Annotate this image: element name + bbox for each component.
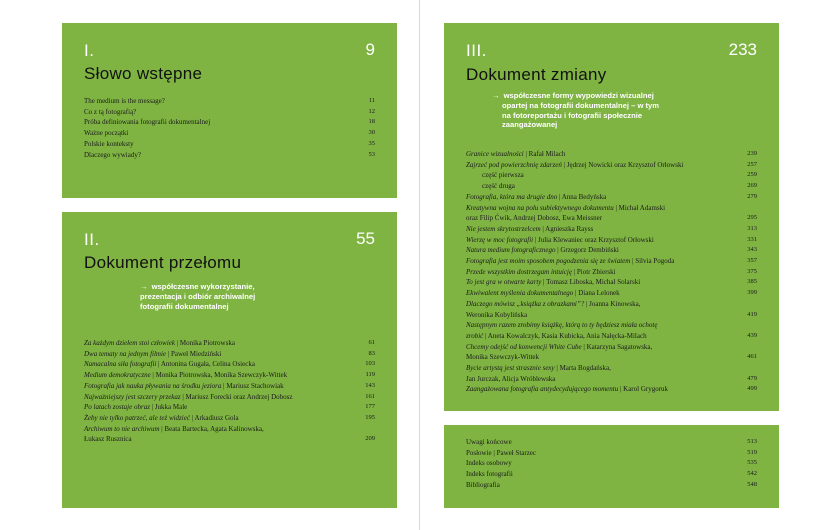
toc-entry-title: Fotografia jest moim sposobem pogodzenia się ze światem (466, 257, 631, 266)
toc-entry-page: 269 (747, 182, 757, 190)
toc-entry[interactable] (466, 374, 757, 385)
toc-entry-separator: | (557, 192, 562, 201)
toc-entry[interactable] (84, 424, 375, 435)
toc-entry[interactable] (466, 235, 757, 246)
toc-entry-text: The medium is the message? (84, 97, 165, 105)
toc-entry-page: 385 (747, 278, 757, 286)
toc-entry-page: 375 (747, 267, 757, 275)
toc-entry[interactable] (466, 458, 757, 469)
section-1-title: Słowo wstępne (84, 64, 203, 83)
toc-entry-page: 399 (747, 289, 757, 297)
toc-entry[interactable] (84, 381, 375, 392)
toc-entry-title: Po latach zostaje obraz (84, 403, 150, 412)
toc-entry[interactable] (466, 267, 757, 278)
toc-entry-title: Natura medium fotograficznego (466, 246, 556, 255)
toc-entry-separator: | (189, 413, 195, 422)
toc-entry-authors: Diana Lelonek (578, 289, 620, 298)
toc-entry-page: 419 (747, 310, 757, 318)
section-3-title: Dokument zmiany (466, 65, 607, 84)
toc-entry-page: 61 (368, 339, 375, 346)
toc-entry-text: Co z tą fotografią? (84, 107, 137, 116)
toc-entry-page: 343 (747, 246, 757, 254)
toc-entry-page: 513 (747, 438, 757, 445)
subtitle-line: zaangażowanej (502, 120, 558, 130)
toc-entry-title: Zaangażowana fotografia antydecydującego momentu (466, 385, 619, 394)
toc-entry-page: 257 (747, 160, 757, 168)
section-2-page: 55 (356, 229, 375, 248)
toc-entry[interactable] (84, 402, 375, 413)
toc-entry-separator: | (159, 424, 165, 433)
toc-entry-page: 30 (368, 129, 375, 137)
toc-entry-authors: Beata Bartecka, Agata Kalinowska, (164, 424, 264, 433)
toc-entry-page: 18 (368, 118, 375, 126)
toc-entry[interactable] (84, 392, 375, 403)
toc-entry-authors: Monika Piotrowska (179, 339, 235, 347)
toc-entry-title: Żeby nie tylko patrzeć, ale też widzieć (84, 413, 190, 422)
toc-entry[interactable] (84, 370, 375, 381)
subtitle-line: opartej na fotografii dokumentalnej – w tym (502, 100, 659, 110)
toc-entry-page: 161 (365, 392, 375, 400)
section-3-panel (444, 23, 779, 411)
toc-entry-authors: Arkadiusz Gola (194, 413, 239, 422)
back-matter-toc (466, 437, 757, 491)
toc-entry-page: 11 (368, 97, 375, 104)
toc-entry-authors: Joanna Kinowska, (589, 299, 641, 308)
toc-entry-text: Indeks osobowy (466, 459, 512, 468)
toc-entry-authors: Mariusz Forecki oraz Andrzej Dobosz (185, 392, 293, 401)
toc-entry-page: 331 (747, 235, 757, 243)
toc-entry-authors: Aneta Kowalczyk, Kasia Kubicka, Ania Nałęcka-Milach (487, 331, 647, 340)
toc-entry-separator: | (561, 160, 567, 169)
toc-entry-title: Namacalna siła fotografii (84, 360, 157, 369)
toc-entry-title: Wierzę w moc fotografii (466, 235, 534, 244)
toc-entry-page: 209 (365, 435, 375, 443)
toc-entry[interactable] (466, 288, 757, 299)
toc-entry-separator: | (180, 392, 186, 401)
section-2-roman: II. (84, 230, 100, 249)
toc-entry[interactable] (466, 384, 757, 395)
toc-entry[interactable] (466, 181, 757, 192)
toc-entry-page: 313 (747, 224, 757, 232)
toc-entry-title: Przede wszystkim dostrzegam intuicję (466, 267, 572, 276)
section-1-panel (62, 23, 397, 198)
toc-entry-title: Dlaczego mówisz „książka z obrazkami”? (466, 299, 585, 308)
toc-entry-separator: | (584, 299, 590, 308)
toc-entry[interactable] (466, 363, 757, 374)
toc-entry-separator: | (630, 257, 636, 266)
toc-entry[interactable] (466, 352, 757, 363)
toc-entry[interactable] (84, 107, 375, 118)
toc-entry-separator: | (573, 289, 579, 298)
toc-entry-separator: | (166, 349, 171, 358)
toc-entry-separator: | (533, 235, 538, 244)
toc-entry-separator: | (554, 364, 560, 373)
subtitle-line (492, 91, 659, 101)
toc-entry[interactable] (466, 170, 757, 181)
toc-entry-separator: | (523, 150, 529, 158)
toc-entry[interactable] (466, 299, 757, 310)
toc-entry-page: 195 (365, 413, 375, 421)
section-1-page: 9 (365, 40, 375, 59)
toc-entry-authors: Monika Szewczyk-Wittek (466, 353, 540, 362)
toc-entry-separator: | (221, 381, 227, 390)
toc-entry[interactable] (466, 149, 757, 160)
section-2-subtitle (140, 282, 255, 311)
toc-entry-page: 35 (368, 139, 375, 147)
toc-entry-authors: Katarzyna Sagatowska, (586, 342, 653, 351)
toc-entry-title: Za każdym dziełem stoi człowiek (84, 339, 175, 347)
toc-entry-authors: Silvia Pogoda (635, 257, 675, 266)
toc-entry-authors: Anna Bedyńska (561, 192, 607, 201)
back-matter-panel (444, 425, 779, 508)
toc-entry[interactable] (466, 469, 757, 480)
toc-entry-authors: Marta Bogdańska, (559, 364, 611, 373)
toc-entry[interactable] (466, 342, 757, 353)
toc-entry-title: To jest gra w otwarte karty (466, 278, 542, 287)
toc-entry[interactable] (84, 96, 375, 107)
toc-entry-authors: Jędrzej Nowicki oraz Krzysztof Orłowski (566, 160, 684, 169)
toc-entry-authors: Grzegorz Dembiński (560, 246, 619, 255)
toc-entry-text: Uwagi końcowe (466, 438, 512, 446)
toc-entry-page: 295 (747, 214, 757, 222)
toc-entry-title: Ekwiwalent myślenia dokumentalnego (466, 289, 574, 298)
toc-entry[interactable] (466, 224, 757, 235)
toc-entry-page: 439 (747, 331, 757, 339)
toc-entry-separator: | (175, 339, 180, 347)
toc-entry-page: 461 (747, 353, 757, 361)
toc-entry-authors: Monika Piotrowska, Monika Szewczyk-Wittek (155, 371, 288, 380)
section-3-roman: III. (466, 41, 487, 60)
toc-entry-page: 239 (747, 150, 757, 157)
toc-entry-title: Nie jestem skrytostrzelcem (466, 224, 541, 233)
toc-entry-title: Fotografia, która ma drugie dno (466, 192, 558, 201)
toc-entry-page: 279 (747, 192, 757, 200)
toc-entry-authors: Jukka Male (154, 403, 188, 412)
toc-entry[interactable] (466, 448, 757, 459)
toc-entry-authors: część pierwsza (482, 171, 524, 180)
toc-entry[interactable] (84, 359, 375, 370)
subtitle-text: współczesne formy wypowiedzi wizualnej (503, 91, 654, 100)
toc-entry[interactable] (84, 338, 375, 349)
toc-entry[interactable] (466, 310, 757, 321)
toc-entry-authors: Michał Adamski (618, 203, 666, 212)
subtitle-line: prezentacja i odbiór archiwalnej (140, 291, 256, 301)
toc-entry-page: 259 (747, 171, 757, 179)
toc-entry-page: 12 (368, 107, 375, 115)
toc-entry-authors: Rafał Milach (528, 150, 566, 158)
toc-entry-separator: | (483, 331, 488, 340)
arrow-right-icon: → (140, 282, 148, 291)
section-3-toc (466, 149, 757, 395)
toc-entry[interactable] (84, 150, 375, 161)
toc-entry-page: 542 (747, 470, 757, 478)
toc-entry-title: Medium demokratyczne (84, 371, 151, 380)
toc-entry[interactable] (466, 277, 757, 288)
toc-entry-separator: | (613, 203, 619, 212)
toc-entry-page: 177 (365, 403, 375, 411)
toc-entry[interactable] (466, 192, 757, 203)
toc-entry-title: Archiwum to nie archiwum (84, 424, 160, 433)
toc-entry-title: Następnym razem zrobimy książkę, którą to ty będziesz miała ochotę (466, 321, 658, 330)
toc-entry-authors: Agnieszka Rayss (545, 224, 594, 233)
toc-entry-title: Chcemy odejść od konwencji White Cube (466, 342, 582, 351)
toc-entry[interactable] (466, 320, 757, 331)
toc-entry-authors: Tomasz Liboska, Michał Solarski (546, 278, 641, 287)
arrow-right-icon: → (492, 91, 500, 100)
toc-entry[interactable] (466, 480, 757, 491)
toc-entry-page: 83 (368, 349, 375, 357)
toc-entry-authors: część druga (482, 182, 515, 191)
toc-entry-authors: oraz Filip Ćwik, Andrzej Dobosz, Ewa Meissner (466, 214, 603, 223)
toc-entry-title: Granice wizualności (466, 150, 524, 158)
section-1-roman: I. (84, 41, 95, 60)
toc-entry-page: 535 (747, 459, 757, 467)
section-2-title: Dokument przełomu (84, 253, 242, 272)
toc-entry-title: Najważniejszy jest szczery przekaz (84, 392, 181, 401)
section-1-toc (84, 96, 375, 160)
toc-entry-authors: Karol Grygoruk (623, 385, 669, 394)
toc-entry-separator: | (618, 385, 624, 394)
toc-entry-title: Fotografia jak nauka pływania na środku jeziora (84, 381, 222, 390)
subtitle-line: fotografii dokumentalnej (140, 301, 229, 311)
subtitle-text: współczesne wykorzystanie, (151, 282, 255, 291)
toc-entry-page: 103 (365, 360, 375, 368)
toc-entry-text: Indeks fotografii (466, 470, 513, 479)
toc-entry[interactable] (84, 128, 375, 139)
toc-entry-page: 519 (747, 448, 757, 456)
toc-entry[interactable] (466, 160, 757, 171)
toc-entry[interactable] (84, 434, 375, 445)
toc-entry-authors: Paweł Miedziński (170, 349, 222, 358)
toc-entry[interactable] (466, 331, 757, 342)
toc-entry-authors: Mariusz Stachowiak (226, 381, 284, 390)
subtitle-line: na fotoreportażu i fotografii społecznie (502, 110, 643, 120)
toc-entry-authors: Jan Jurczak, Alicja Wróblewska (466, 374, 556, 383)
toc-entry-page: 548 (747, 480, 757, 488)
toc-entry-text: Bibliografia (466, 480, 500, 489)
toc-entry[interactable] (466, 245, 757, 256)
toc-entry-text: Posłowie | Paweł Starzec (466, 448, 537, 457)
section-3-page: 233 (728, 40, 757, 59)
toc-entry[interactable] (466, 256, 757, 267)
toc-entry-authors: Piotr Zbierski (576, 267, 616, 276)
toc-entry-separator: | (150, 371, 156, 380)
toc-entry-page: 53 (368, 150, 375, 158)
toc-entry-authors: Weronika Kobylińska (466, 310, 528, 319)
toc-entry-page: 357 (747, 257, 757, 265)
toc-entry-separator: | (540, 224, 546, 233)
toc-entry[interactable] (84, 139, 375, 150)
toc-entry-separator: | (541, 278, 547, 287)
toc-entry-title: Zajrzeć pod powierzchnię zdarzeń (466, 160, 562, 169)
toc-entry-separator: | (581, 342, 587, 351)
toc-entry-authors: Łukasz Rusznica (84, 435, 132, 444)
toc-entry-page: 119 (365, 371, 375, 379)
toc-entry-text: Ważne początki (84, 129, 129, 138)
toc-entry[interactable] (466, 213, 757, 224)
toc-entry-title: zrobić (466, 331, 484, 340)
toc-entry[interactable] (84, 117, 375, 128)
toc-entry-title: Dwa tematy na jednym filmie (84, 349, 167, 358)
toc-entry-page: 143 (365, 381, 375, 389)
toc-entry-title: Bycie artystą jest strasznie sexy (466, 364, 555, 373)
toc-entry-text: Dlaczego wywiady? (84, 150, 141, 159)
toc-entry-title: Kreatywna wojna na polu subiektywnego dokumentu (466, 203, 614, 212)
section-3-subtitle (492, 91, 659, 130)
toc-entry-separator: | (156, 360, 161, 369)
toc-entry-text: Próba definiowania fotografii dokumentalnej (84, 118, 211, 127)
toc-entry-authors: Julia Klewaniec oraz Krzysztof Orłowski (538, 235, 654, 244)
toc-entry-separator: | (149, 403, 155, 412)
toc-entry-text: Polskie konteksty (84, 139, 134, 148)
toc-entry[interactable] (466, 437, 757, 448)
subtitle-line (140, 282, 255, 292)
toc-entry[interactable] (84, 413, 375, 424)
toc-entry-authors: Antonina Gugała, Celina Osiecka (160, 360, 255, 369)
toc-entry-page: 499 (747, 385, 757, 393)
section-2-toc (84, 338, 375, 445)
toc-entry-separator: | (555, 246, 561, 255)
toc-entry[interactable] (466, 203, 757, 214)
toc-entry-page: 479 (747, 374, 757, 382)
section-2-panel (62, 212, 397, 508)
toc-entry-separator: | (571, 267, 577, 276)
toc-entry[interactable] (84, 349, 375, 360)
